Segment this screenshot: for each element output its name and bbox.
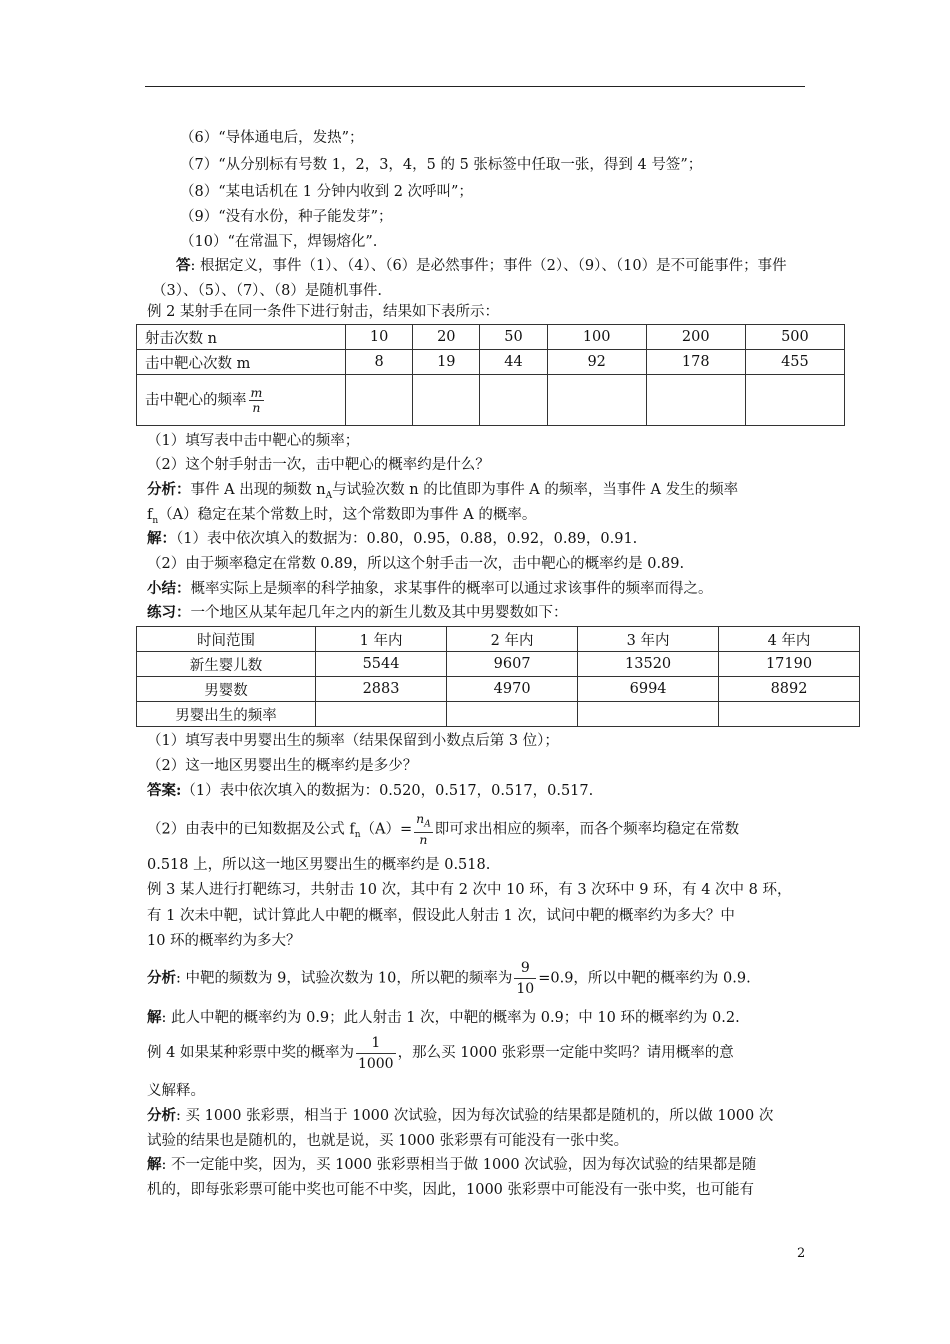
solution-label: 解： <box>147 530 176 547</box>
table-cell: 2 年内 <box>447 627 578 652</box>
question-2: （2）这个射手射击一次，击中靶心的概率约是什么？ <box>147 457 490 473</box>
answer-line-2: （3）、（5）、（7）、（8）是随机事件. <box>152 283 383 299</box>
table-cell: 92 <box>547 350 646 375</box>
analysis-3-line: 分析: 中靶的频数为 9，试验次数为 10，所以靶的频率为 $\frac{9}{10}$ =0.9，所以中靶的概率约为 0.9. <box>147 960 751 997</box>
table-cell: 455 <box>745 350 844 375</box>
event-10: （10）“在常温下，焊锡熔化”. <box>180 234 378 250</box>
analysis-4-label: 分析 <box>147 1107 176 1124</box>
table-cell: 射击次数 n <box>137 325 346 350</box>
table-cell: 4 年内 <box>719 627 860 652</box>
table-cell: 9607 <box>447 652 578 677</box>
table-cell: 8 <box>346 350 413 375</box>
table-cell: 200 <box>646 325 745 350</box>
solution-3-label: 解 <box>147 1009 162 1026</box>
table-cell: 44 <box>480 350 547 375</box>
table-cell: 19 <box>413 350 480 375</box>
analysis-4-line-1: 分析: 买 1000 张彩票，相当于 1000 次试验，因为每次试验的结果都是随机的，所以做 1000 次 <box>147 1107 774 1124</box>
example-3-line-3: 10 环的概率约为多大？ <box>147 933 301 949</box>
example-4-line-2: 义解释。 <box>147 1083 205 1099</box>
table-cell: 5544 <box>316 652 447 677</box>
analysis-line-2: $f_n(A)$稳定在某个常数上时，这个常数即为事件 A 的概率。 <box>147 507 537 526</box>
table-cell <box>646 375 745 426</box>
table-cell <box>719 702 860 727</box>
table-cell: 新生婴儿数 <box>137 652 316 677</box>
solution-3-line: 解: 此人中靶的概率约为 0.9；此人射击 1 次，中靶的概率为 0.9；中 10 环的概率约为 0.2. <box>147 1009 740 1026</box>
table-cell: 50 <box>480 325 547 350</box>
nine-tenths-fraction: $\frac{9}{10}$ <box>516 960 535 997</box>
table-cell: 6994 <box>578 677 719 702</box>
event-9: （9）“没有水份，种子能发芽”； <box>180 209 393 225</box>
event-7: （7）“从分别标有号数 1，2，3，4，5 的 5 张标签中任取一张，得到 4 号签”； <box>180 157 703 173</box>
solution-4-label: 解 <box>147 1156 162 1173</box>
event-8: （8）“某电话机在 1 分钟内收到 2 次呼叫”； <box>180 184 473 200</box>
table-cell: 男婴数 <box>137 677 316 702</box>
formula-fraction: $\frac{n_A}{n}$ <box>416 811 431 847</box>
table-cell: 时间范围 <box>137 627 316 652</box>
m-over-n-fraction: $\frac{m}{n}$ <box>250 384 263 415</box>
practice-question-2: （2）这一地区男婴出生的概率约是多少？ <box>147 758 418 774</box>
solution-line-1: 解：（1）表中依次填入的数据为：0.80，0.95，0.88，0.92，0.89，0.91. <box>147 530 638 547</box>
answer-key-line-1: 答案:（1）表中依次填入的数据为：0.520，0.517，0.517，0.517. <box>147 782 594 799</box>
table-cell <box>346 375 413 426</box>
table-cell <box>413 375 480 426</box>
table-cell <box>316 702 447 727</box>
table-cell: 20 <box>413 325 480 350</box>
answer-text: : 根据定义，事件（1）、（4）、（6）是必然事件；事件（2）、（9）、（10）是不可能事件；事件 <box>190 258 787 274</box>
example-2-title: 例 2 某射手在同一条件下进行射击，结果如下表所示： <box>147 304 499 320</box>
table-cell <box>480 375 547 426</box>
answer-line-1 <box>176 256 787 276</box>
analysis-3-label: 分析 <box>147 969 176 987</box>
table-cell <box>137 375 346 426</box>
table-cell <box>547 375 646 426</box>
table-cell: 男婴出生的频率 <box>137 702 316 727</box>
table-cell <box>745 375 844 426</box>
solution-4-line-1: 解: 不一定能中奖，因为，买 1000 张彩票相当于做 1000 次试验，因为每次试验的结果都是随 <box>147 1156 757 1173</box>
exercise-line: 练习：一个地区从某年起几年之内的新生儿数及其中男婴数如下： <box>147 604 568 621</box>
table-cell: 500 <box>745 325 844 350</box>
birth-table <box>136 626 860 727</box>
event-6: （6）“导体通电后，发热”； <box>180 130 364 146</box>
summary-line: 小结：概率实际上是频率的科学抽象，求某事件的概率可以通过求该事件的频率而得之。 <box>147 580 713 597</box>
table-cell: 178 <box>646 350 745 375</box>
page-number: 2 <box>797 1246 806 1261</box>
table-cell: 17190 <box>719 652 860 677</box>
example-3-line-2: 有 1 次未中靶，试计算此人中靶的概率，假设此人射击 1 次，试问中靶的概率约为多大？中 <box>147 908 735 924</box>
table-cell <box>578 702 719 727</box>
analysis-4-line-2: 试验的结果也是随机的，也就是说，买 1000 张彩票有可能没有一张中奖。 <box>147 1133 629 1149</box>
table-cell: 100 <box>547 325 646 350</box>
example-3-line-1: 例 3 某人进行打靶练习，共射击 10 次，其中有 2 次中 10 环，有 3 次环中 9 环，有 4 次中 8 环， <box>147 882 792 898</box>
table-cell: 击中靶心次数 m <box>137 350 346 375</box>
answer-key-label: 答案: <box>147 782 182 799</box>
table-cell: 3 年内 <box>578 627 719 652</box>
frequency-label: 击中靶心的频率 <box>145 392 247 408</box>
analysis-line-1: 分析：事件 A 出现的频数 $n_A$与试验次数 n 的比值即为事件 A 的频率，当事件 A 发生的频率 <box>147 481 739 501</box>
table-cell: 10 <box>346 325 413 350</box>
solution-4-line-2: 机的，即每张彩票可能中奖也可能不中奖，因此，1000 张彩票中可能没有一张中奖，也可能有 <box>147 1182 755 1198</box>
table-cell: 1 年内 <box>316 627 447 652</box>
practice-question-1: （1）填写表中男婴出生的频率（结果保留到小数点后第 3 位）； <box>147 733 559 749</box>
table-cell: 2883 <box>316 677 447 702</box>
summary-label: 小结： <box>147 580 191 597</box>
table-cell: 13520 <box>578 652 719 677</box>
exercise-label: 练习： <box>147 604 191 621</box>
answer-key-line-2: （2）由表中的已知数据及公式 $f_n(A)=$ $\frac{n_A}{n}$ 即可求出相应的频率，而各个频率均稳定在常数 <box>147 811 740 847</box>
question-1: （1）填写表中击中靶心的频率； <box>147 433 360 449</box>
answer-label: 答 <box>176 257 191 274</box>
table-cell: 4970 <box>447 677 578 702</box>
example-4-line-1: 例 4 如果某种彩票中奖的概率为 $\frac{1}{1000}$ ，那么买 1000 张彩票一定能中奖吗？请用概率的意 <box>147 1034 734 1072</box>
table-cell <box>447 702 578 727</box>
analysis-label: 分析： <box>147 481 191 498</box>
header-rule <box>145 86 805 87</box>
one-thousandth-fraction: $\frac{1}{1000}$ <box>357 1034 394 1072</box>
shooting-table <box>136 324 845 426</box>
answer-key-line-3: 0.518 上，所以这一地区男婴出生的概率约是 0.518. <box>147 857 491 873</box>
solution-line-2: （2）由于频率稳定在常数 0.89，所以这个射手击一次，击中靶心的概率约是 0.89. <box>147 556 685 572</box>
table-cell: 8892 <box>719 677 860 702</box>
